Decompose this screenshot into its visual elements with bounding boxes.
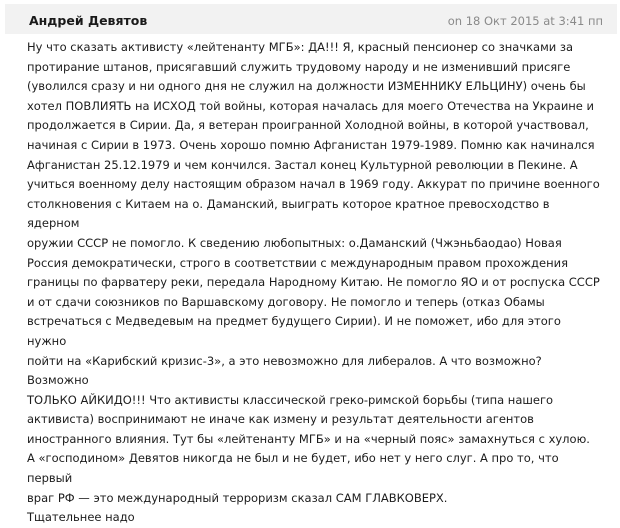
comment-date: on 18 Окт 2015 at 3:41 пп bbox=[447, 14, 603, 28]
comment-header bbox=[5, 4, 617, 34]
comment-body bbox=[27, 38, 603, 528]
comment-text: Ну что сказать активисту «лейтенанту МГБ»: ДА!!! Я, красный пенсионер со значками за протирание штанов, присягавший служить трудовому народу и не изменивший присяге (уволился сразу и ни одного дня не служил на должности ИЗМЕННИКУ ЕЛЬЦИНУ) очень бы хотел ПОВЛИЯТЬ на ИСХОД той войны, которая началась для моего Отечества на Украине и продолжается в Сирии. Да, я ветеран проигранной Холодной войны, в которой участвовал, начиная с Сирии в 1973. Очень хорошо помню Афганистан 1979-1989. Помню как начинался Афганистан 25.12.1979 и чем кончился. Застал конец Культурной революции в Пекине. А учиться военному делу настоящим образом начал в 1969 году. Аккурат по причине военного столкновения с Китаем на о. Даманский, выиграть которое кратное превосходство в ядерном оружии СССР не помогло. К сведению любопытных: о.Даманский (Чжэньбаодао) Новая Россия демократически, строго в соответствии с международным правом прохождения границы по фарватеру реки, передала Народному Китаю. Не помогло ЯО и от роспуска СССР и от сдачи союзников по Варшавскому договору. Не помогло и теперь (отказ Обамы встречаться с Медведевым на предмет будущего Сирии). И не поможет, ибо для этого нужно пойти на «Карибский кризис-3», а это невозможно для либералов. А что возможно? Возможно ТОЛЬКО АЙКИДО!!! Что активисты классической греко-римской борьбы (типа нашего активиста) воспринимают не иначе как измену и результат деятельности агентов иностранного влияния. Тут бы «лейтенанту МГБ» и на «черный пояс» замахнуться с хулою. А «господином» Девятов никогда не был и не будет, ибо нет у него слуг. А про то, что первый враг РФ — это международный терроризм сказал САМ ГЛАВКОВЕРХ. bbox=[27, 40, 600, 505]
comment-signoff: Тщательнее надо bbox=[27, 510, 135, 525]
comment-author: Андрей Девятов bbox=[29, 13, 148, 28]
